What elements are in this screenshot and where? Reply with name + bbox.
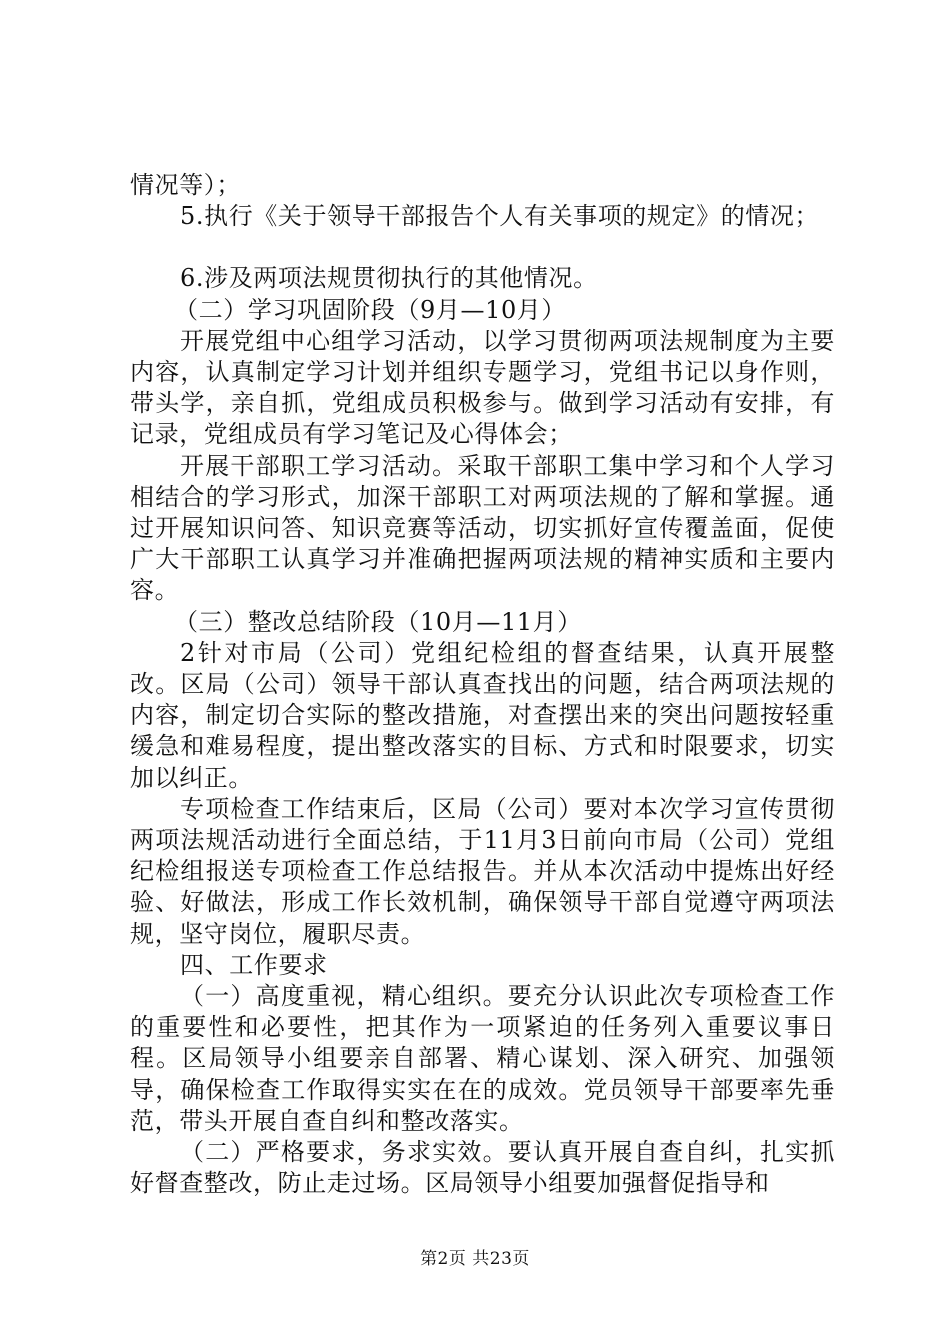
paragraph-party-group-study: 开展党组中心组学习活动，以学习贯彻两项法规制度为主要内容，认真制定学习计划并组织专题学习，党组书记以身作则，带头学，亲自抓，党组成员积极参与。做到学习活动有安排，有记录，党组成员有学习笔记及心得体会；: [130, 326, 835, 449]
paragraph-summary-report: 专项检查工作结束后，区局（公司）要对本次学习宣传贯彻两项法规活动进行全面总结，于11月3日前向市局（公司）党组纪检组报送专项检查工作总结报告。并从本次活动中提炼出好经验、好做法，形成工作长效机制，确保领导干部自觉遵守两项法规，坚守岗位，履职尽责。: [130, 794, 835, 948]
paragraph-staff-study: 开展干部职工学习活动。采取干部职工集中学习和个人学习相结合的学习形式，加深干部职工对两项法规的了解和掌握。通过开展知识问答、知识竞赛等活动，切实抓好宣传覆盖面，促使广大干部职工认真学习并准确把握两项法规的精神实质和主要内容。: [130, 451, 835, 605]
page-number-footer: 第2页 共23页: [420, 1249, 530, 1269]
list-item-5: 5.执行《关于领导干部报告个人有关事项的规定》的情况；: [180, 202, 820, 231]
section-heading-phase-2: （二）学习巩固阶段（9月—10月）: [174, 295, 567, 324]
paragraph-rectification: 2针对市局（公司）党组纪检组的督查结果，认真开展整改。区局（公司）领导干部认真查找出的问题，结合两项法规的内容，制定切合实际的整改措施，对查摆出来的突出问题按轻重缓急和难易程度，提出整改落实的目标、方式和时限要求，切实加以纠正。: [130, 638, 835, 792]
list-item-6: 6.涉及两项法规贯彻执行的其他情况。: [180, 264, 598, 293]
section-heading-phase-3: （三）整改总结阶段（10月—11月）: [174, 607, 582, 636]
text-line-continuation: 情况等）；: [130, 171, 241, 199]
paragraph-requirement-1: （一）高度重视，精心组织。要充分认识此次专项检查工作的重要性和必要性，把其作为一项紧迫的任务列入重要议事日程。区局领导小组要亲自部署、精心谋划、深入研究、加强领导，确保检查工作取得实实在在的成效。党员领导干部要率先垂范，带头开展自查自纠和整改落实。: [130, 982, 835, 1135]
section-heading-requirements: 四、工作要求: [180, 950, 328, 979]
document-body: [130, 170, 835, 1200]
paragraph-requirement-2: （二）严格要求，务求实效。要认真开展自查自纠，扎实抓好督查整改，防止走过场。区局领导小组要加强督促指导和: [130, 1138, 835, 1198]
